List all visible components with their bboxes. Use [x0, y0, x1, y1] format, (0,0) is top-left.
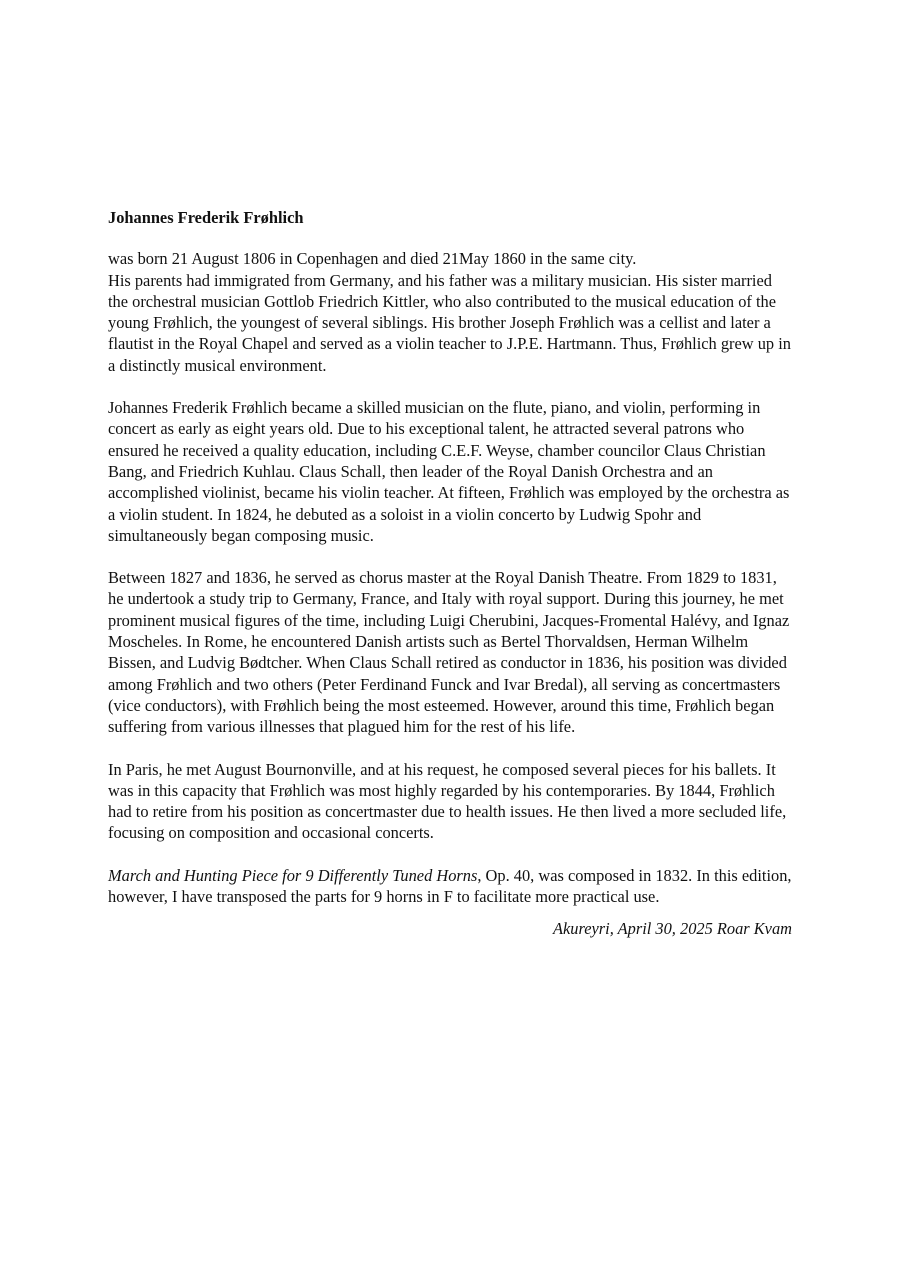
document-title: Johannes Frederik Frøhlich [108, 208, 304, 227]
intro-rest: His parents had immigrated from Germany, and his father was a military musician. His sister married the orchestral musician Gottlob Friedrich Kittler, who also contributed to the musical education of the young Frøhlich, the youngest of several siblings. His brother Joseph Frøhlich was a cellist and later a flautist in the Royal Chapel and served as a violin teacher to J.P.E. Hartmann. Thus, Frøhlich grew up in a distinctly musical environment. [108, 270, 791, 375]
document-body [108, 207, 792, 940]
intro-first-line: was born 21 August 1806 in Copenhagen and died 21May 1860 in the same city. [108, 249, 637, 269]
signature-line: Akureyri, April 30, 2025 Roar Kvam [552, 919, 792, 939]
intro-paragraph [108, 248, 792, 376]
paragraph-paris: In Paris, he met August Bournonville, and at his request, he composed several pieces for his ballets. It was in this capacity that Frøhlich was most highly regarded by his contemporaries. By 1844, Frøhlich had to retire from his position as concertmaster due to health issues. He then lived a more secluded life, focusing on composition and occasional concerts. [108, 759, 787, 843]
paragraph-career: Between 1827 and 1836, he served as chorus master at the Royal Danish Theatre. From 1829 to 1831, he undertook a study trip to Germany, France, and Italy with royal support. During this journey, he met prominent musical figures of the time, including Luigi Cherubini, Jacques-Fromental Halévy, and Ignaz Moscheles. In Rome, he encountered Danish artists such as Bertel Thorvaldsen, Herman Wilhelm Bissen, and Ludvig Bødtcher. When Claus Schall retired as conductor in 1836, his position was divided among Frøhlich and two others (Peter Ferdinand Funck and Ivar Bredal), all serving as concertmasters (vice conductors), with Frøhlich being the most esteemed. However, around this time, Frøhlich began suffering from various illnesses that plagued him for the rest of his life. [108, 568, 790, 737]
paragraph-edition [108, 865, 792, 908]
edition-note: , Op. 40, was composed in 1832. In this edition, however, I have transposed the parts for 9 horns in F to facilitate more practical use. [108, 865, 792, 907]
paragraph-education: Johannes Frederik Frøhlich became a skilled musician on the flute, piano, and violin, performing in concert as early as eight years old. Due to his exceptional talent, he attracted several patrons who ensured he received a quality education, including C.E.F. Weyse, chamber councilor Claus Christian Bang, and Friedrich Kuhlau. Claus Schall, then leader of the Royal Danish Orchestra and an accomplished violinist, became his violin teacher. At fifteen, Frøhlich was employed by the orchestra as a violin student. In 1824, he debuted as a soloist in a violin concerto by Ludwig Spohr and simultaneously began composing music. [108, 398, 790, 545]
work-title: March and Hunting Piece for 9 Differently Tuned Horns [108, 865, 478, 885]
